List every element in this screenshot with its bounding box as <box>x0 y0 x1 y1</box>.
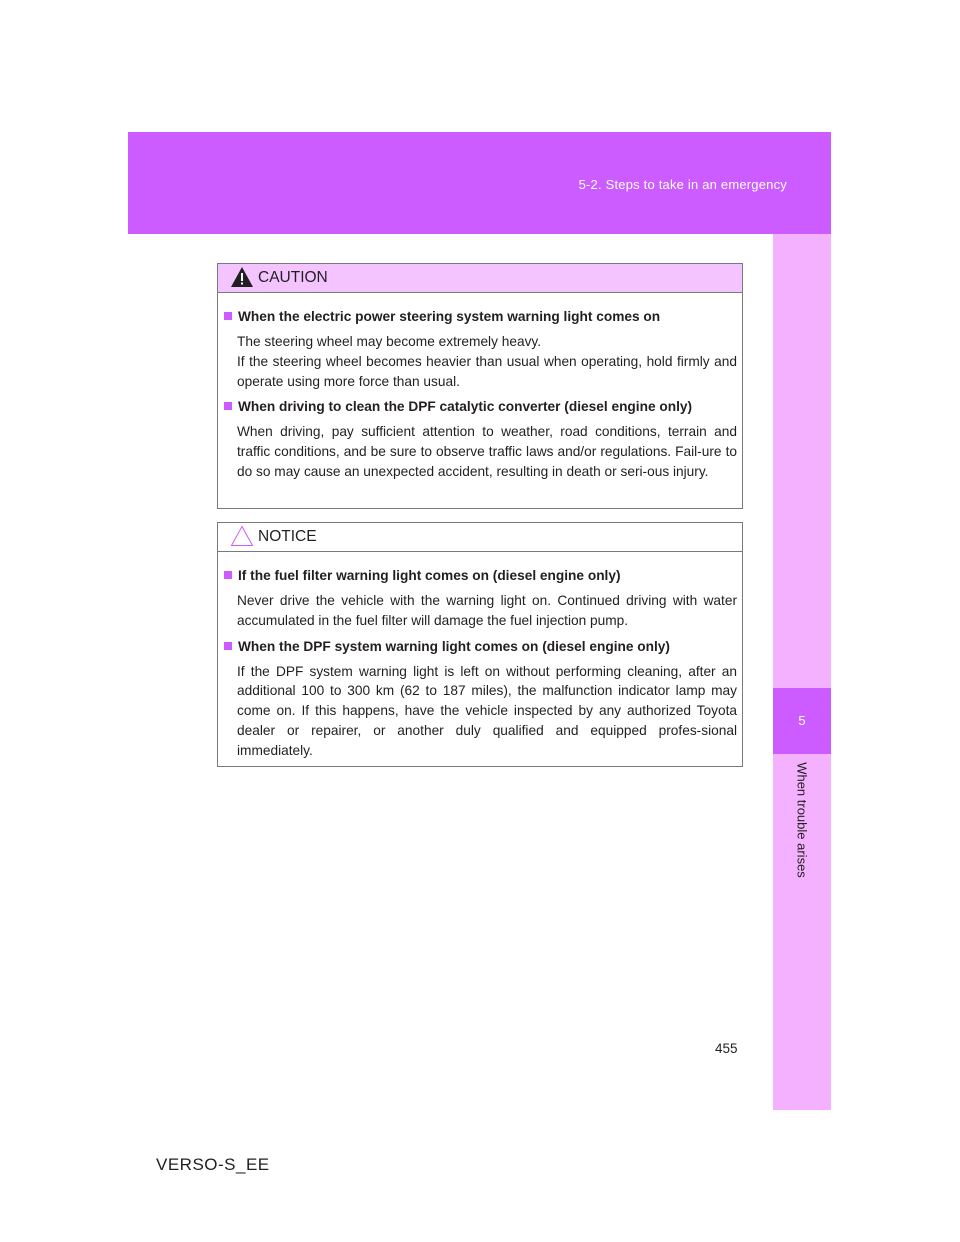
warning-filled-icon <box>230 266 254 288</box>
notice-title: NOTICE <box>258 528 317 545</box>
chapter-number: 5 <box>798 713 806 728</box>
caution-item-heading <box>224 307 737 326</box>
paragraph: If the DPF system warning light is left on without performing cleaning, after an additional 100 to 300 km (62 to 187 miles), the malfunction indicator lamp may come on. If this happens, have the vehicle inspected by any authorized Toyota dealer or repairer, or another duly qualified and equipped profes-sional immediately. <box>237 663 737 758</box>
notice-box <box>217 522 743 767</box>
notice-item-heading <box>224 637 737 656</box>
bullet-square-icon <box>224 312 232 320</box>
chapter-title: When trouble arises <box>794 762 810 878</box>
paragraph: The steering wheel may become extremely heavy. <box>237 334 542 349</box>
notice-header <box>218 523 742 552</box>
notice-item-heading-text: If the fuel filter warning light comes on (diesel engine only) <box>238 568 621 583</box>
caution-item-heading-text: When driving to clean the DPF catalytic converter (diesel engine only) <box>238 399 693 415</box>
caution-body <box>218 293 742 482</box>
caution-item-text <box>224 332 737 391</box>
section-title: 5-2. Steps to take in an emergency <box>578 177 787 192</box>
caution-title: CAUTION <box>258 269 328 286</box>
bullet-square-icon <box>224 642 232 650</box>
header-band <box>128 132 831 234</box>
caution-item-text <box>224 422 737 481</box>
chapter-block <box>773 688 831 754</box>
caution-item-heading-text: When the electric power steering system warning light comes on <box>238 309 661 324</box>
caution-header <box>218 264 742 293</box>
bullet-square-icon <box>224 571 232 579</box>
warning-outline-icon <box>230 525 254 547</box>
page-number: 455 <box>715 1041 738 1056</box>
side-tab <box>773 234 831 1110</box>
notice-item-text <box>224 591 737 631</box>
notice-item-heading <box>224 566 737 585</box>
notice-item-text <box>224 662 737 761</box>
caution-box <box>217 263 743 509</box>
caution-item-heading <box>224 397 737 416</box>
paragraph: If the steering wheel becomes heavier than usual when operating, hold firmly and operate using more force than usual. <box>237 353 737 389</box>
bullet-square-icon <box>224 402 232 410</box>
paragraph: Never drive the vehicle with the warning light on. Continued driving with water accumulated in the fuel filter will damage the fuel injection pump. <box>237 593 737 628</box>
paragraph: When driving, pay sufficient attention to weather, road conditions, terrain and traffic conditions, and be sure to observe traffic laws and/or regulations. Fail-ure to do so may cause an unexpected accident, resulting in death or seri-ous injury. <box>237 424 737 479</box>
notice-item-heading-text: When the DPF system warning light comes on (diesel engine only) <box>238 638 670 654</box>
notice-body <box>218 552 742 761</box>
document-code: VERSO-S_EE <box>156 1155 270 1174</box>
